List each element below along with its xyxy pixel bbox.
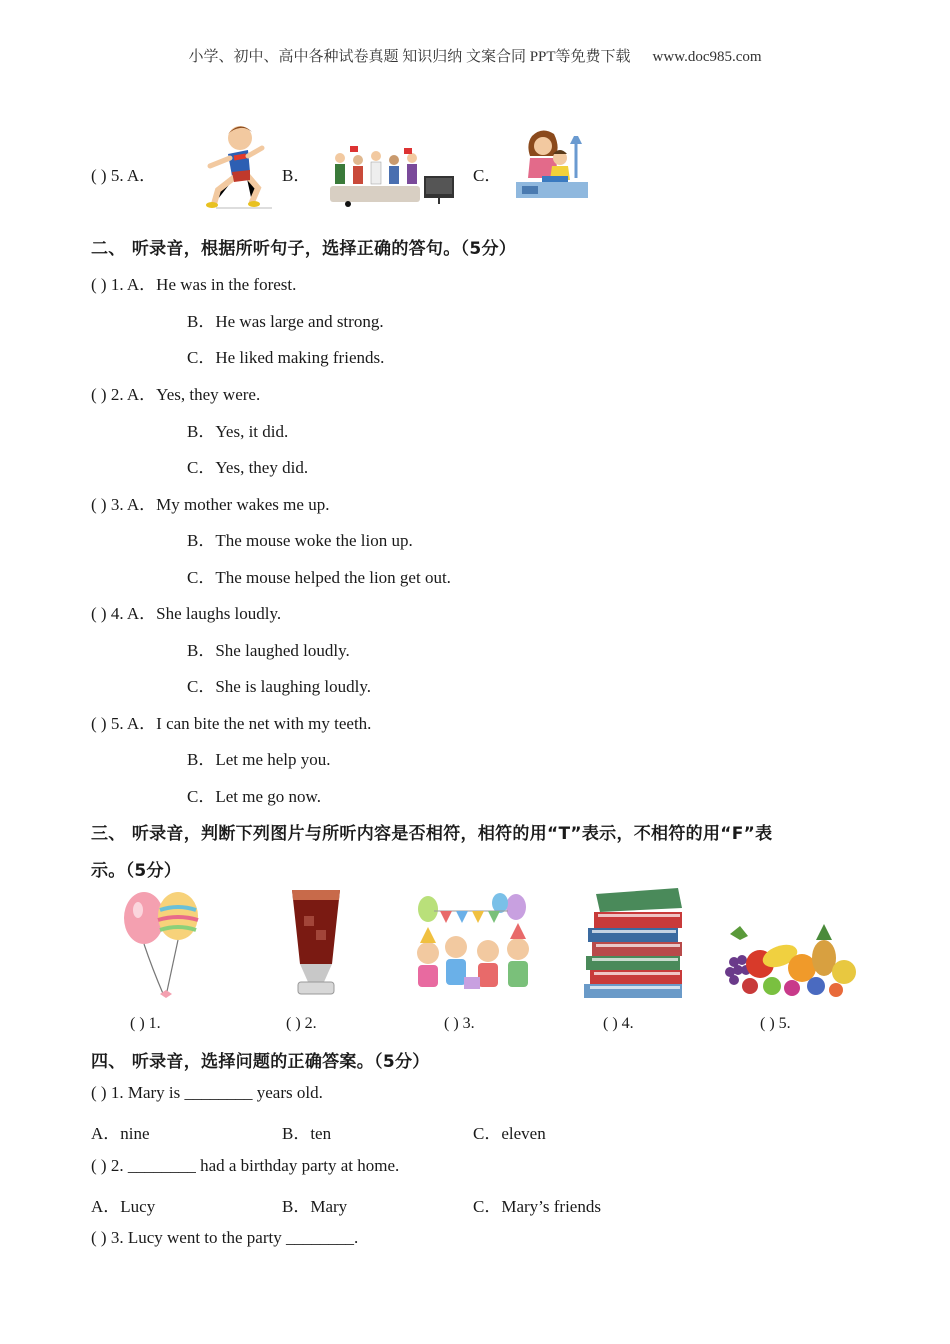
- option-c: He liked making friends.: [215, 348, 385, 367]
- option-b-label: B．: [187, 531, 216, 550]
- option-b: The mouse woke the lion up.: [215, 531, 413, 550]
- section4-q1-stem: ( ) 1. Mary is ________ years old.: [91, 1083, 323, 1102]
- section4-q1-option-c: C．eleven: [473, 1124, 546, 1143]
- cola-glass-icon: [286, 886, 346, 1002]
- section4-q2-stem: ( ) 2. ________ had a birthday party at home.: [91, 1156, 400, 1175]
- q1-item5-label-b: B．: [282, 166, 311, 185]
- section3-caption-4: ( ) 4.: [603, 1015, 634, 1032]
- section4-q3-stem: ( ) 3. Lucy went to the party ________.: [91, 1228, 359, 1247]
- section4-q1-option-a: A．nine: [91, 1124, 150, 1143]
- option-c-label: C．: [187, 348, 216, 367]
- question-prefix: ( ) 1. A．: [91, 275, 157, 294]
- section3-caption-1: ( ) 1.: [130, 1015, 161, 1032]
- balloons-icon: [118, 888, 204, 1004]
- section3-caption-2: ( ) 2.: [286, 1015, 317, 1032]
- question-prefix: ( ) 5. A．: [91, 714, 157, 733]
- option-a: She laughs loudly.: [156, 604, 282, 623]
- option-b-label: B．: [187, 641, 216, 660]
- section4-q1-option-b: B．ten: [282, 1124, 332, 1143]
- option-c-label: C．: [187, 677, 216, 696]
- option-b-label: B．: [187, 312, 216, 331]
- section4-q2-option-b: B．Mary: [282, 1197, 348, 1216]
- section2-title: 二、 听录音，根据所听句子，选择正确的答句。（5分）: [91, 239, 517, 259]
- option-b-label: B．: [187, 422, 216, 441]
- option-b: He was large and strong.: [215, 312, 384, 331]
- option-b: Yes, it did.: [215, 422, 289, 441]
- section4-q2-option-c: C．Mary’s friends: [473, 1197, 601, 1216]
- option-a: I can bite the net with my teeth.: [156, 714, 372, 733]
- section3-title-line1: 三、 听录音，判断下列图片与所听内容是否相符，相符的用“T”表示，不相符的用“F”表: [91, 824, 773, 844]
- running-boy-icon: [188, 118, 274, 210]
- section4-title: 四、 听录音，选择问题的正确答案。（5分）: [91, 1052, 430, 1072]
- option-b: She laughed loudly.: [215, 641, 350, 660]
- q1-item5-prefix: ( ) 5. A．: [91, 166, 157, 185]
- option-c: Let me go now.: [215, 787, 321, 806]
- section3-caption-3: ( ) 3.: [444, 1015, 475, 1032]
- option-a: My mother wakes me up.: [156, 495, 330, 514]
- option-b: Let me help you.: [215, 750, 331, 769]
- section3-caption-5: ( ) 5.: [760, 1015, 791, 1032]
- mother-child-reading-icon: [512, 126, 592, 202]
- header-site: www.doc985.com: [652, 49, 762, 65]
- option-c-label: C．: [187, 787, 216, 806]
- q1-item5-label-c: C．: [473, 166, 502, 185]
- section3-title-line2: 示。（5分）: [91, 861, 182, 881]
- option-c: The mouse helped the lion get out.: [215, 568, 451, 587]
- question-prefix: ( ) 2. A．: [91, 385, 157, 404]
- option-c-label: C．: [187, 568, 216, 587]
- header-text: 小学、初中、高中各种试卷真题 知识归纳 文案合同 PPT等免费下载: [188, 49, 631, 65]
- birthday-party-icon: [404, 891, 538, 997]
- cheering-crowd-icon: [326, 146, 458, 208]
- option-a: Yes, they were.: [156, 385, 261, 404]
- fruit-pile-icon: [720, 920, 860, 1000]
- book-stack-icon: [582, 886, 688, 1002]
- option-b-label: B．: [187, 750, 216, 769]
- option-c: Yes, they did.: [215, 458, 309, 477]
- section4-q2-option-a: A．Lucy: [91, 1197, 156, 1216]
- option-c: She is laughing loudly.: [215, 677, 372, 696]
- question-prefix: ( ) 3. A．: [91, 495, 157, 514]
- option-a: He was in the forest.: [156, 275, 297, 294]
- option-c-label: C．: [187, 458, 216, 477]
- question-prefix: ( ) 4. A．: [91, 604, 157, 623]
- page-header: [0, 45, 950, 66]
